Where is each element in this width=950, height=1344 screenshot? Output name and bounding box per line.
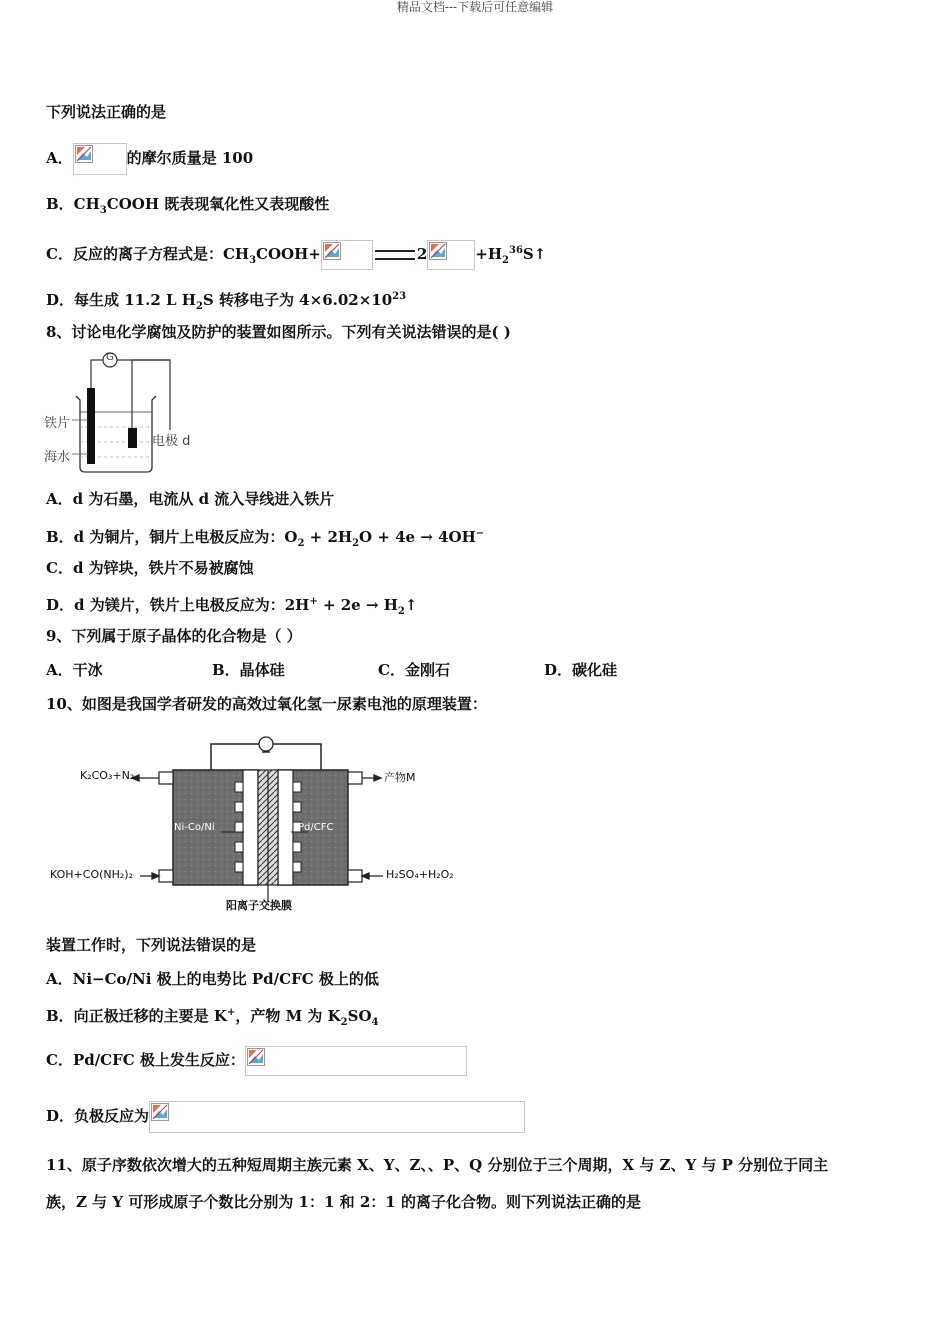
q10-option-a: A．Ni−Co/Ni 极上的电势比 Pd/CFC 极上的低 <box>46 970 379 988</box>
q7-option-b: B．$CH_3COOH$ 既表现氧化性又表现酸性 <box>46 195 330 216</box>
q8-option-d: D．d 为镁片，铁片上电极反应为：$2H^+ + 2e \to H_2↑$ <box>46 596 418 617</box>
q10-stem: 10、如图是我国学者研发的高效过氧化氢一尿素电池的原理装置： <box>46 695 487 713</box>
page-header: 精品文档---下载后可任意编辑 <box>396 0 554 14</box>
electrode-d-label: 电极 d <box>152 434 191 449</box>
q8-option-b: B．d 为铜片，铜片上电极反应为：$O_2 + 2H_2O + 4e \to 4OH^-$ <box>46 528 485 549</box>
q7-stem: 下列说法正确的是 <box>46 103 167 121</box>
positive-electrode-label: Pd/CFC <box>298 822 334 833</box>
iron-plate-label: 铁片 <box>44 416 71 431</box>
broken-image-icon <box>321 240 373 270</box>
q11-line-2: 族，Z 与 Y 可形成原子个数比分别为 1：1 和 2：1 的离子化合物。则下列说法正确的是 <box>46 1193 641 1211</box>
top-right-outlet-label: 产物M <box>384 771 416 784</box>
broken-image-icon <box>427 240 475 270</box>
membrane-label: 阳离子交换膜 <box>226 899 292 912</box>
negative-electrode-label: Ni-Co/Ni <box>174 822 215 833</box>
q10-sub-stem: 装置工作时，下列说法错误的是 <box>46 936 257 954</box>
galvanometer-label: G <box>106 352 114 363</box>
top-left-outlet-label: K₂CO₃+N₂ <box>80 769 135 782</box>
q9-option-b: B．晶体硅 <box>212 661 285 679</box>
battery-apparatus-figure <box>46 732 466 917</box>
q9-options <box>46 660 710 680</box>
broken-image-icon <box>73 143 127 175</box>
bottom-left-inlet-label: KOH+CO(NH₂)₂ <box>50 868 133 881</box>
q10-option-c: C．Pd/CFC 极上发生反应： <box>46 1046 467 1076</box>
q8-stem: 8、讨论电化学腐蚀及防护的装置如图所示。下列有关说法错误的是( ) <box>46 323 511 341</box>
q8-option-a: A．d 为石墨，电流从 d 流入导线进入铁片 <box>46 490 335 508</box>
q7-option-c: C．反应的离子方程式是：$CH_3COOH+$ 2 $+H_2^{36}S↑$ <box>46 240 546 271</box>
equilibrium-sign <box>375 250 415 260</box>
q9-option-d: D．碳化硅 <box>544 661 618 679</box>
q9-option-c: C．金刚石 <box>378 661 450 679</box>
q10-option-d: D．负极反应为 <box>46 1101 525 1133</box>
corrosion-apparatus-figure <box>44 352 214 482</box>
q9-option-a: A．干冰 <box>46 661 103 679</box>
q9-stem: 9、下列属于原子晶体的化合物是（ ） <box>46 627 302 645</box>
q8-option-c: C．d 为锌块，铁片不易被腐蚀 <box>46 559 254 577</box>
broken-image-icon <box>245 1046 467 1076</box>
q7-option-d: D．每生成 11.2 L $H_2S$ 转移电子为 $4\times 6.02\times 10^{23}$ <box>46 291 407 312</box>
q11-line-1: 11、原子序数依次增大的五种短周期主族元素 X、Y、Z、、P、Q 分别位于三个周期，X 与 Z、Y 与 P 分别位于同主 <box>46 1156 829 1174</box>
q7-option-a: A． 的摩尔质量是 100 <box>46 143 253 175</box>
q10-option-b: B．向正极迁移的主要是 K+，产物 M 为 $K_2SO_4$ <box>46 1007 379 1028</box>
bottom-right-inlet-label: H₂SO₄+H₂O₂ <box>386 868 454 881</box>
seawater-label: 海水 <box>44 450 71 465</box>
broken-image-icon <box>149 1101 525 1133</box>
